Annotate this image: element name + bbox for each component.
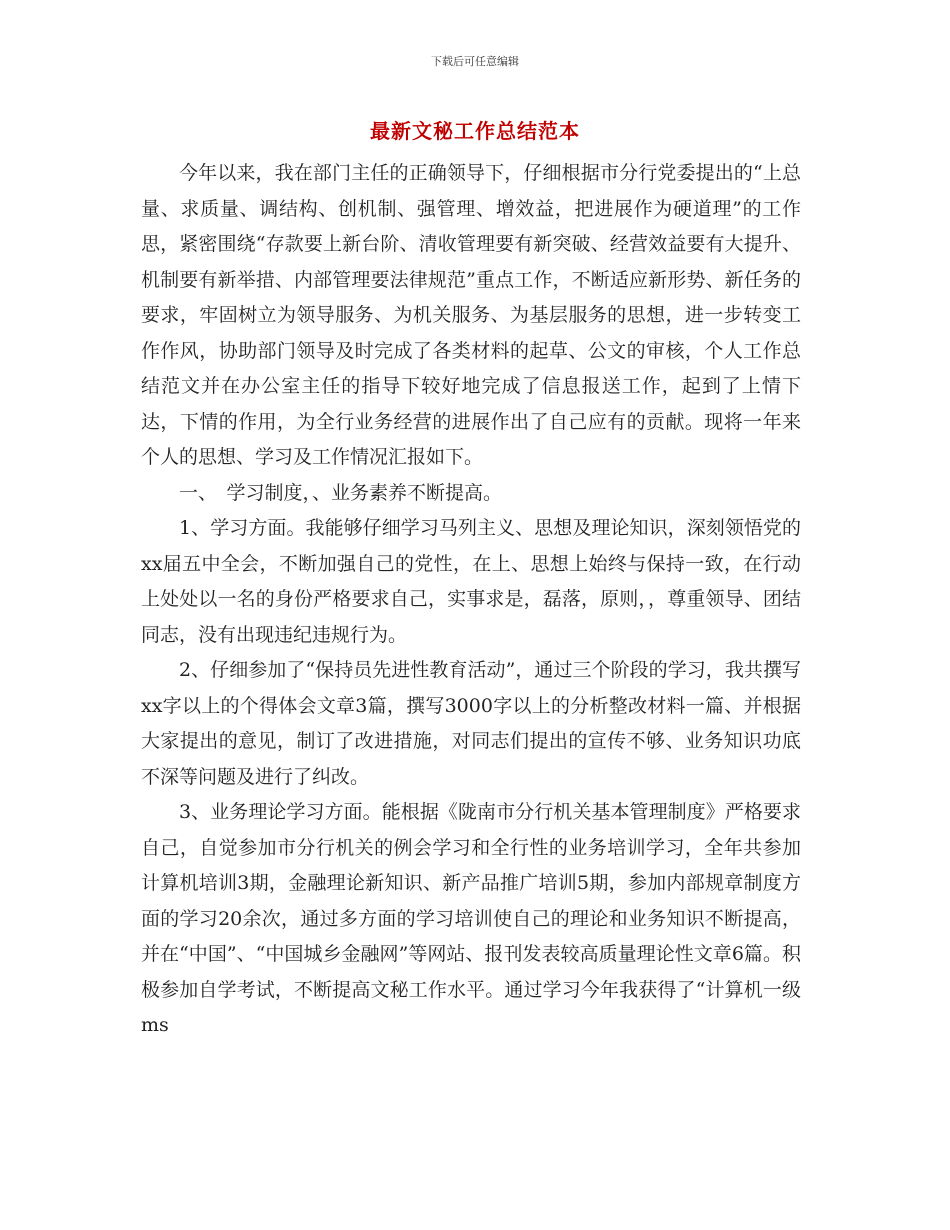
document-body (141, 156, 801, 1044)
paragraph-item-1: 1、学习方面。我能够仔细学习马列主义、思想及理论知识，深刻领悟党的xx届五中全会，不断加强自己的党性，在上、思想上始终与保持一致，在行动上处处以一名的身份严格要求自己，实事求是，磊落，原则，，尊重领导、团结同志，没有出现违纪违规行为。 (141, 517, 801, 646)
page-header-note: 下载后可任意编辑 (431, 55, 519, 68)
paragraph-item-2: 2、仔细参加了“保持员先进性教育活动”，通过三个阶段的学习，我共撰写xx字以上的个得体会文章3篇，撰写3000字以上的分析整改材料一篇、并根据大家提出的意见，制订了改进措施，对同志们提出的宣传不够、业务知识功底不深等问题及进行了纠改。 (141, 659, 801, 788)
paragraph-item-3: 3、业务理论学习方面。能根据《陇南市分行机关基本管理制度》严格要求自己，自觉参加市分行机关的例会学习和全行性的业务培训学习，全年共参加计算机培训3期，金融理论新知识、新产品推广培训5期，参加内部规章制度方面的学习20余次，通过多方面的学习培训使自己的理论和业务知识不断提高，并在“中国”、“中国城乡金融网”等网站、报刊发表较高质量理论性文章6篇。积极参加自学考试，不断提高文秘工作水平。通过学习今年我获得了“计算机一级ms (141, 801, 801, 1036)
paragraph-section-heading: 一、 学习制度，、业务素养不断提高。 (179, 481, 503, 504)
document-title: 最新文秘工作总结范本 (370, 119, 580, 143)
paragraph-intro: 今年以来，我在部门主任的正确领导下，仔细根据市分行党委提出的“上总量、求质量、调结构、创机制、强管理、增效益，把进展作为硬道理”的工作思，紧密围绕“存款要上新台阶、清收管理要有新突破、经营效益要有大提升、机制要有新举措、内部管理要法律规范”重点工作，不断适应新形势、新任务的要求，牢固树立为领导服务、为机关服务、为基层服务的思想，进一步转变工作作风，协助部门领导及时完成了各类材料的起草、公文的审核，个人工作总结范文并在办公室主任的指导下较好地完成了信息报送工作，起到了上情下达，下情的作用，为全行业务经营的进展作出了自己应有的贡献。现将一年来个人的思想、学习及工作情况汇报如下。 (141, 162, 801, 468)
